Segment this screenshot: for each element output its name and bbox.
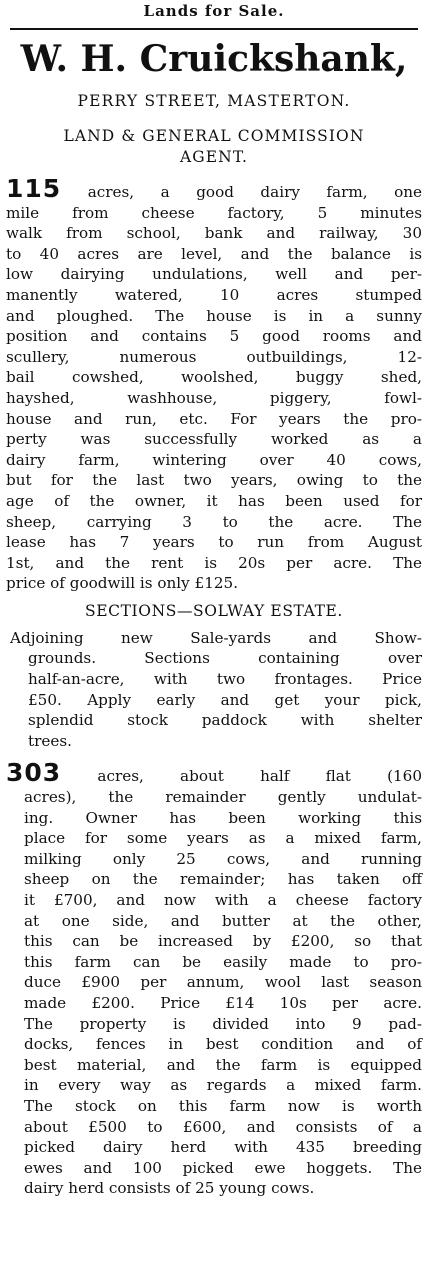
listing-line: low dairying undulations, well and per- <box>6 265 422 284</box>
listing-line: The property is divided into 9 pad- <box>24 1014 422 1033</box>
listing-line <box>6 758 423 788</box>
listing-number: 115 <box>6 174 62 203</box>
listing-line: bail cowshed, woolshed, buggy shed, <box>6 368 422 387</box>
listing-text: acres, a good dairy farm, one <box>87 183 422 201</box>
listing-line: half-an-acre, with two frontages. Price <box>28 670 422 689</box>
listing-line: dairy herd consists of 25 young cows. <box>24 1179 315 1198</box>
advertiser-title-line1: LAND & GENERAL COMMISSION <box>63 127 365 145</box>
listing-line: sheep, carrying 3 to the acre. The <box>6 512 422 531</box>
listing-line: walk from school, bank and railway, 30 <box>6 224 422 243</box>
listing-line: but for the last two years, owing to the <box>6 471 422 490</box>
listing-line: The stock on this farm now is worth <box>24 1096 422 1115</box>
section-heading: SECTIONS—SOLWAY ESTATE. <box>85 601 343 620</box>
listing-line <box>6 174 422 203</box>
listing-line: ewes and 100 picked ewe hoggets. The <box>24 1158 422 1177</box>
listing-line: milking only 25 cows, and running <box>24 849 422 868</box>
listing-line: ing. Owner has been working this <box>24 808 422 827</box>
listing-line: lease has 7 years to run from August <box>6 533 422 552</box>
listing-line: manently watered, 10 acres stumped <box>6 285 422 304</box>
listing-line: hayshed, washhouse, piggery, fowl- <box>6 388 422 407</box>
listing-line: trees. <box>28 731 72 750</box>
listing-line: Adjoining new Sale-yards and Show- <box>10 628 422 647</box>
listing-line: splendid stock paddock with shelter <box>28 711 422 730</box>
listing-line: at one side, and butter at the other, <box>24 911 422 930</box>
listing-303-acres <box>6 758 423 1198</box>
listing-115-acres <box>6 174 422 594</box>
listing-line: perty was successfully worked as a <box>6 430 422 449</box>
listing-line: this can be increased by £200, so that <box>24 932 422 951</box>
listing-text: acres, about half flat (160 <box>97 767 423 786</box>
listing-line: sheep on the remainder; has taken off <box>24 870 422 889</box>
listing-line: house and run, etc. For years the pro- <box>6 409 422 428</box>
listing-line: acres), the remainder gently undulat- <box>24 788 422 807</box>
listing-line: mile from cheese factory, 5 minutes <box>6 203 422 222</box>
listing-line: age of the owner, it has been used for <box>6 491 422 510</box>
advertiser-address: PERRY STREET, MASTERTON. <box>77 92 351 110</box>
listing-line: picked dairy herd with 435 breeding <box>24 1138 422 1157</box>
listing-line: scullery, numerous outbuildings, 12- <box>6 347 422 366</box>
listing-solway-sections <box>6 628 422 752</box>
listing-line: place for some years as a mixed farm, <box>24 829 422 848</box>
listing-line: dairy farm, wintering over 40 cows, <box>6 450 422 469</box>
advertiser-title <box>6 126 422 168</box>
listing-line: price of goodwill is only £125. <box>6 574 239 593</box>
listing-line: best material, and the farm is equipped <box>24 1055 422 1074</box>
listing-line: duce £900 per annum, wool last season <box>24 973 422 992</box>
advertiser-title-line2: AGENT. <box>179 148 249 166</box>
listing-line: 1st, and the rent is 20s per acre. The <box>6 553 422 572</box>
listing-line: to 40 acres are level, and the balance is <box>6 244 422 263</box>
listing-number: 303 <box>6 758 62 788</box>
listing-line: made £200. Price £14 10s per acre. <box>24 993 422 1012</box>
advertiser-name: W. H. Cruickshank, <box>20 38 408 80</box>
listing-line: position and contains 5 good rooms and <box>6 327 422 346</box>
listing-line: it £700, and now with a cheese factory <box>24 891 422 909</box>
listing-line: grounds. Sections containing over <box>28 649 422 668</box>
listing-line: and ploughed. The house is in a sunny <box>6 306 422 325</box>
listing-line: this farm can be easily made to pro- <box>24 952 422 971</box>
listing-line: £50. Apply early and get your pick, <box>28 690 422 709</box>
listing-line: docks, fences in best condition and of <box>24 1035 422 1054</box>
column-title: Lands for Sale. <box>143 2 285 20</box>
listing-line: in every way as regards a mixed farm. <box>24 1076 422 1095</box>
listing-line: about £500 to £600, and consists of a <box>24 1117 422 1136</box>
